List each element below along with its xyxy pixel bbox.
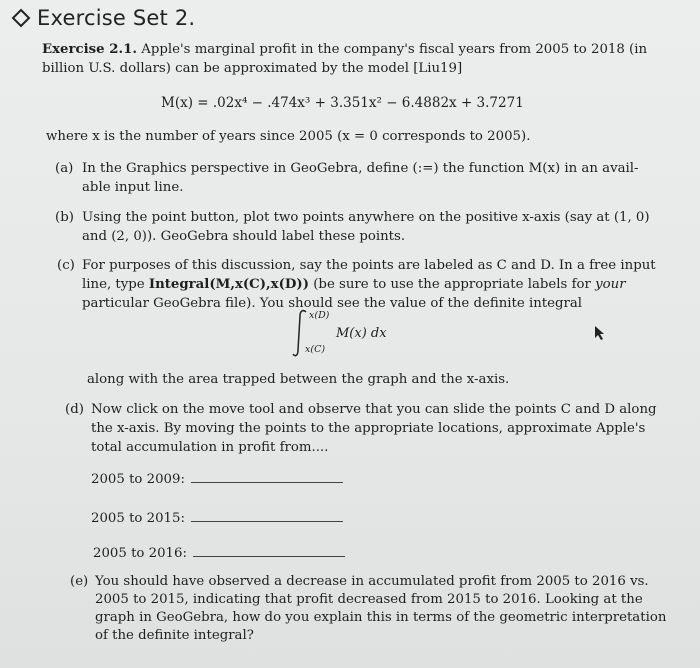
- item-d-line3: total accumulation in profit from....: [91, 440, 329, 455]
- integral-upper-limit: x(D): [309, 310, 330, 321]
- item-d-line1: Now click on the move tool and observe that you can slide the points C and D along: [91, 402, 657, 417]
- blank-row-2015: [91, 509, 343, 528]
- blank-label-2016: 2005 to 2016:: [93, 546, 187, 561]
- item-c-line3: particular GeoGebra file). You should see the value of the definite integral: [82, 296, 583, 311]
- item-e-line2: 2005 to 2015, indicating that profit decreased from 2015 to 2016. Looking at the: [95, 592, 643, 607]
- page-title: [11, 6, 195, 30]
- blank-label-2015: 2005 to 2015:: [91, 511, 185, 526]
- where-text: where x is the number of years since 2005 (x = 0 corresponds to 2005).: [46, 129, 531, 144]
- answer-blank-2009[interactable]: [191, 481, 343, 483]
- item-d-line2: the x-axis. By moving the points to the appropriate locations, approximate Apple's: [91, 421, 646, 436]
- diamond-outline-icon: [11, 6, 31, 30]
- integral-command: Integral(M,x(C),x(D)): [148, 277, 310, 292]
- item-a-line2: able input line.: [82, 180, 184, 195]
- item-c-after: along with the area trapped between the graph and the x-axis.: [87, 372, 510, 387]
- answer-blank-2015[interactable]: [191, 520, 343, 522]
- exercise-intro-line2: billion U.S. dollars) can be approximated by the model [Liu19]: [42, 61, 463, 76]
- item-c-line2: [82, 275, 626, 294]
- integrand: M(x) dx: [336, 326, 387, 341]
- blank-row-2016: [93, 544, 345, 563]
- blank-label-2009: 2005 to 2009:: [91, 472, 185, 487]
- answer-blank-2016[interactable]: [193, 555, 345, 557]
- item-c-label: (c): [57, 258, 75, 273]
- item-e-line4: of the definite integral?: [95, 628, 254, 643]
- item-b-line1: Using the point button, plot two points anywhere on the positive x-axis (say at (1, 0): [82, 210, 650, 225]
- page-title-text: Exercise Set 2.: [37, 6, 196, 30]
- model-formula: M(x) = .02x⁴ − .474x³ + 3.351x² − 6.4882x + 3.7271: [161, 95, 524, 111]
- item-a-label: (a): [55, 161, 74, 176]
- definite-integral: [292, 306, 422, 362]
- item-a-line1: In the Graphics perspective in GeoGebra, define (:=) the function M(x) in an avail-: [82, 161, 639, 176]
- item-b-label: (b): [55, 210, 74, 225]
- exercise-label: Exercise 2.1.: [42, 42, 138, 57]
- item-b-line2: and (2, 0)). GeoGebra should label these points.: [82, 229, 406, 244]
- item-c-line2-pre: line, type: [82, 277, 149, 292]
- item-d-label: (d): [65, 402, 84, 417]
- integral-lower-limit: x(C): [305, 344, 326, 355]
- mouse-cursor-icon: [593, 325, 607, 341]
- item-c-line2-post: (be sure to use the appropriate labels for: [309, 277, 596, 292]
- exercise-intro-text: Apple's marginal profit in the company's fiscal years from 2005 to 2018 (in: [141, 42, 648, 57]
- item-e-line3: graph in GeoGebra, how do you explain this in terms of the geometric interpretation: [95, 610, 667, 625]
- item-c-line2-emphasis: your: [595, 277, 626, 292]
- blank-row-2009: [91, 470, 343, 489]
- item-c-line1: For purposes of this discussion, say the points are labeled as C and D. In a free input: [82, 258, 656, 273]
- item-e-line1: You should have observed a decrease in accumulated profit from 2005 to 2016 vs.: [95, 574, 649, 589]
- exercise-intro-line1: [42, 40, 647, 59]
- item-e-label: (e): [70, 574, 89, 589]
